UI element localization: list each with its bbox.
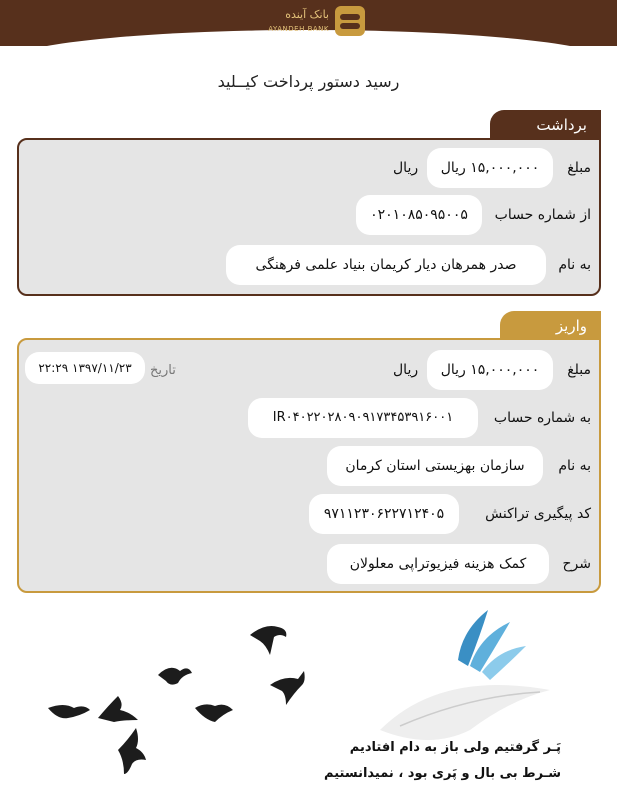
withdraw-unit: ریال (393, 160, 419, 176)
flying-birds-icon (48, 626, 305, 774)
bank-logo (255, 6, 365, 40)
from-account-label: از شماره حساب (494, 207, 591, 223)
tracking-code-value: ۹۷۱۱۲۳۰۶۲۲۷۱۲۴۰۵ (309, 494, 459, 534)
page-title: رسید دستور پرداخت کیـ‌ـلید (217, 72, 400, 91)
poem-line-2: شـرط بی بال و پَری بود ، نمیدانستیم (324, 766, 561, 781)
description-value: کمک هزینه فیزیوتراپی معلولان (327, 544, 549, 584)
withdraw-amount-label: مبلغ (567, 160, 591, 176)
to-account-value: IR۰۴۰۲۲۰۲۸۰۹۰۹۱۷۳۴۵۳۹۱۶۰۰۱ (248, 398, 478, 438)
withdraw-amount-value: ۱۵,۰۰۰,۰۰۰ ریال (427, 148, 553, 188)
withdraw-tab: برداشت (490, 110, 601, 140)
poem-line-1: پَـر گرفتیم ولی باز به دام افتادیم (349, 740, 561, 755)
deposit-unit: ریال (393, 362, 419, 378)
deposit-name-label: به نام (558, 458, 591, 474)
withdraw-name-value: صدر همرهان دیار کریمان بنیاد علمی فرهنگی (226, 245, 546, 285)
feather-wings-icon (380, 610, 550, 740)
deposit-name-value: سازمان بهزیستی استان کرمان (327, 446, 543, 486)
ayandeh-logo-icon (335, 6, 365, 36)
to-account-label: به شماره حساب (493, 410, 591, 426)
bank-name-en: AYANDEH BANK (268, 25, 329, 33)
bank-name-fa: بانک آینده (285, 8, 329, 21)
tracking-code-label: کد پیگیری تراکنش (485, 506, 591, 522)
description-label: شرح (562, 556, 591, 572)
deposit-amount-value: ۱۵,۰۰۰,۰۰۰ ریال (427, 350, 553, 390)
date-value: ۱۳۹۷/۱۱/۲۳ ۲۲:۲۹ (25, 352, 145, 384)
withdraw-name-label: به نام (558, 257, 591, 273)
deposit-amount-label: مبلغ (567, 362, 591, 378)
deposit-tab: واریز (500, 311, 601, 341)
from-account-value: ۰۲۰۱۰۸۵۰۹۵۰۰۵ (356, 195, 482, 235)
date-label: تاریخ (150, 363, 176, 378)
